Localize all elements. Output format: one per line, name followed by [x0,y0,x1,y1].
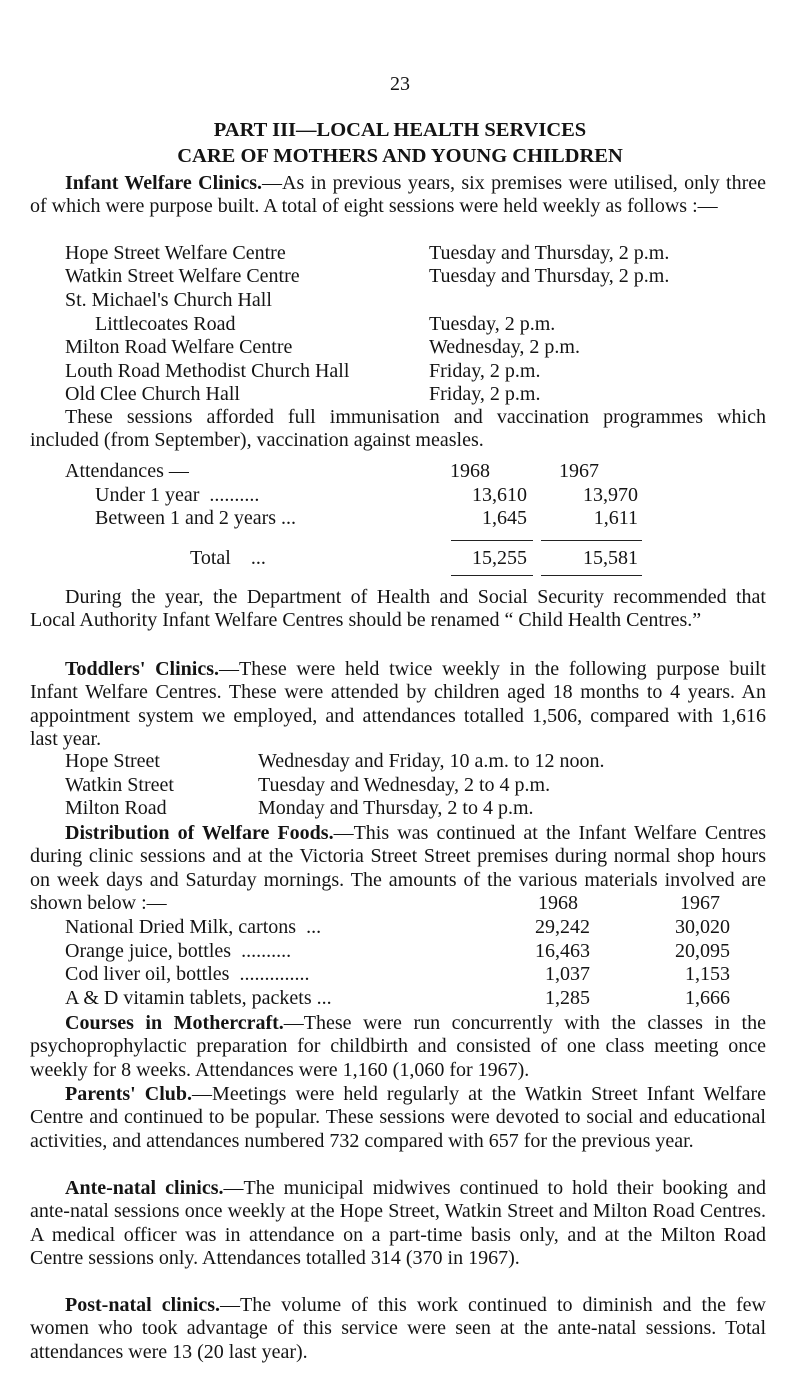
total-label: Total ... [190,547,266,569]
divider [451,540,533,541]
clinic-row [65,242,286,265]
page-number: 23 [390,73,410,95]
antenatal-paragraph [30,1177,766,1271]
divider [541,540,642,541]
attendances-label: Attendances — [65,460,189,482]
table-row-label: Under 1 year .......... [95,484,260,506]
clinic-session: Tuesday, 2 p.m. [429,313,556,335]
table-cell: 16,463 [535,940,590,962]
mothercraft-text: —These were run concurrently with the classes in the psychoprophylactic preparation for childbirth and consisted of one class meeting once weekly for 8 weeks. Attendances were 1,160 (1,060 for 1967). [30,1012,766,1081]
rename-note: During the year, the Department of Health and Social Security recommended that Local Authority Infant Welfare Centres should be renamed “ Child Health Centres.” [30,586,766,632]
year-header-1968: 1968 [450,460,490,482]
sessions-note: These sessions afforded full immunisation and vaccination programmes which included (from September), vaccination against measles. [30,406,766,452]
divider [451,575,533,576]
welfare-foods-paragraph [30,822,766,916]
welfare-foods-text: —This was continued at the Infant Welfare Centres during clinic sessions and at the Victoria Street Street premises during normal shop hours on week days and Saturday mornings. The amounts of the various materials involved are shown below :— [30,822,766,915]
toddler-clinic-session: Monday and Thursday, 2 to 4 p.m. [258,797,534,819]
clinic-session: Wednesday, 2 p.m. [429,336,580,358]
part-heading: PART III—LOCAL HEALTH SERVICES [213,119,587,141]
clinic-session: Tuesday and Thursday, 2 p.m. [429,265,670,287]
antenatal-text: —The municipal midwives continued to hold their booking and ante-natal sessions once weekly at the Hope Street, Watkin Street and Milton Road Centres. A medical officer was in attendance on a part-time basis only, and at the Milton Road Centre sessions only. Attendances totalled 314 (370 in 1967). [30,1177,766,1270]
clinic-name: Louth Road Methodist Church Hall [65,360,350,382]
clinic-session: Tuesday and Thursday, 2 p.m. [429,242,670,264]
mothercraft-title: Courses in Mothercraft. [65,1012,284,1034]
toddlers-text: —These were held twice weekly in the following purpose built Infant Welfare Centres. These were attended by children aged 18 months to 4 years. An appointment system we employed, and attendances totalled 1,506, compared with 1,616 last year. [30,658,766,751]
table-cell: 1,611 [593,507,638,529]
table-cell: 30,020 [675,916,730,938]
toddlers-title: Toddlers' Clinics. [65,658,219,680]
table-cell: 29,242 [535,916,590,938]
clinic-session: Friday, 2 p.m. [429,383,541,405]
table-cell: 1,666 [685,987,730,1009]
infant-welfare-title: Infant Welfare Clinics. [65,172,263,194]
clinic-name: Littlecoates Road [95,313,236,335]
clinic-session: Friday, 2 p.m. [429,360,541,382]
toddlers-paragraph [30,658,766,752]
toddler-clinic-name: Hope Street [65,750,160,772]
year-header-1967: 1967 [680,892,720,914]
parents-club-text: —Meetings were held regularly at the Watkin Street Infant Welfare Centre and continued to be popular. These sessions were devoted to social and educational activities, and attendances numbered 732 compared with 657 for the previous year. [30,1083,766,1152]
table-cell: 13,610 [472,484,527,506]
infant-welfare-intro: —As in previous years, six premises were utilised, only three of which were purpose built. A total of eight sessions were held weekly as follows :— [30,172,766,218]
postnatal-title: Post-natal clinics. [65,1294,221,1316]
postnatal-text: —The volume of this work continued to diminish and the few women who took advantage of this service were seen at the ante-natal sessions. Total attendances were 13 (20 last year). [30,1294,766,1363]
clinic-name: Old Clee Church Hall [65,383,240,405]
toddler-clinic-session: Tuesday and Wednesday, 2 to 4 p.m. [258,774,551,796]
table-cell: 1,285 [545,987,590,1009]
table-cell: 1,645 [482,507,527,529]
antenatal-title: Ante-natal clinics. [65,1177,224,1199]
toddler-clinic-session: Wednesday and Friday, 10 a.m. to 12 noon. [258,750,605,772]
infant-welfare-paragraph [30,172,766,219]
food-item-label: National Dried Milk, cartons ... [65,916,322,938]
section-heading: CARE OF MOTHERS AND YOUNG CHILDREN [177,145,623,167]
food-item-label: Cod liver oil, bottles .............. [65,963,310,985]
parents-club-title: Parents' Club. [65,1083,193,1105]
total-cell: 15,581 [583,547,638,569]
postnatal-paragraph [30,1294,766,1364]
clinic-name: Watkin Street Welfare Centre [65,265,300,287]
clinic-name: Milton Road Welfare Centre [65,336,293,358]
year-header-1968: 1968 [538,892,578,914]
food-item-label: Orange juice, bottles .......... [65,940,292,962]
toddler-clinic-name: Watkin Street [65,774,174,796]
food-item-label: A & D vitamin tablets, packets ... [65,987,332,1009]
table-cell: 13,970 [583,484,638,506]
mothercraft-paragraph [30,1012,766,1082]
table-cell: 1,037 [545,963,590,985]
clinic-name: Hope Street Welfare Centre [65,242,286,264]
table-cell: 20,095 [675,940,730,962]
parents-club-paragraph [30,1083,766,1153]
toddler-clinic-name: Milton Road [65,797,167,819]
total-cell: 15,255 [472,547,527,569]
divider [541,575,642,576]
table-cell: 1,153 [685,963,730,985]
clinic-name: St. Michael's Church Hall [65,289,272,311]
table-row-label: Between 1 and 2 years ... [95,507,297,529]
year-header-1967: 1967 [559,460,599,482]
welfare-foods-title: Distribution of Welfare Foods. [65,822,334,844]
